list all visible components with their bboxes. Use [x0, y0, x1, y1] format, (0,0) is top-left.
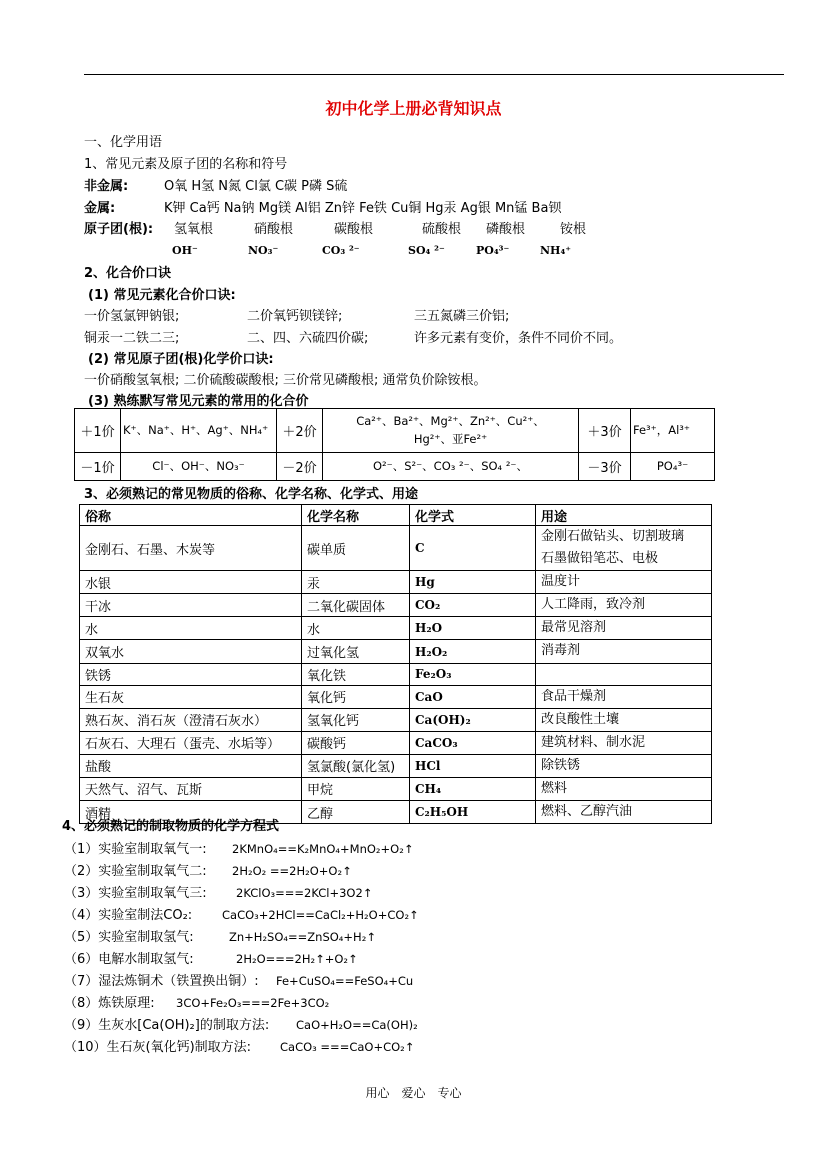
radical-formula: OH⁻: [172, 244, 198, 257]
radical-name: 氢氧根: [174, 222, 214, 237]
chemical-equation: 2H₂O===2H₂↑+O₂↑: [236, 952, 358, 966]
table-row: [80, 526, 712, 571]
cell-chemical-name: 水: [302, 617, 410, 640]
cell-chemical-name: 乙醇: [302, 801, 410, 824]
chemical-equation: Fe+CuSO₄==FeSO₄+Cu: [276, 974, 414, 988]
chemical-equation: 2KClO₃===2KCl+3O2↑: [236, 886, 373, 900]
cell-use: [536, 617, 712, 640]
column-header: 化学式: [410, 505, 536, 526]
table-row: [75, 409, 715, 453]
equation-label: （9）生灰水[Ca(OH)₂]的制取方法:: [64, 1018, 270, 1033]
table-row: [80, 663, 712, 685]
rhyme-item: 许多元素有变价，条件不同价不同。: [414, 331, 623, 346]
radical-name: 磷酸根: [486, 222, 526, 237]
valence-ions: PO₄³⁻: [631, 453, 715, 481]
chemical-equation: CaCO₃ ===CaO+CO₂↑: [280, 1040, 415, 1054]
cell-common-name: 水: [80, 617, 302, 640]
valence-ions: Hg²⁺、亚Fe²⁺: [413, 431, 488, 446]
valence-ions: Cl⁻、OH⁻、NO₃⁻: [121, 453, 277, 481]
radical-name: 铵根: [560, 222, 587, 237]
valence-ions: Ca²⁺、Ba²⁺、Mg²⁺、Zn²⁺、Cu²⁺、: [356, 414, 545, 429]
section4-heading: 4、必须熟记的制取物质的化学方程式: [62, 819, 280, 834]
table-row: [80, 731, 712, 754]
cell-formula: C₂H₅OH: [410, 801, 536, 824]
column-header: 用途: [536, 505, 712, 526]
column-header: 俗称: [80, 505, 302, 526]
section2-sub3: (3) 熟练默写常见元素的常用的化合价: [88, 394, 309, 409]
cell-use: [536, 640, 712, 663]
chemical-equation: Zn+H₂SO₄==ZnSO₄+H₂↑: [229, 930, 376, 944]
table-header-row: [80, 505, 712, 526]
cell-formula: CO₂: [410, 594, 536, 617]
nonmetal-text: O氧 H氢 N氮 Cl氯 C碳 P磷 S硫: [164, 179, 348, 194]
cell-common-name: 水银: [80, 571, 302, 594]
use-line: 石墨做铅笔芯、电极: [541, 551, 659, 567]
metal-label: 金属:: [84, 201, 116, 216]
valence-ions: K⁺、Na⁺、H⁺、Ag⁺、NH₄⁺: [121, 409, 277, 453]
table-row: [80, 571, 712, 594]
radical-formula: NH₄⁺: [540, 244, 572, 257]
table-row: [80, 777, 712, 800]
section1-sub1: 1、常见元素及原子团的名称和符号: [84, 157, 288, 172]
cell-common-name: 石灰石、大理石（蛋壳、水垢等）: [80, 731, 302, 754]
cell-common-name: 熟石灰、消石灰（澄清石灰水）: [80, 708, 302, 731]
cell-use: [536, 708, 712, 731]
metal-text: K钾 Ca钙 Na钠 Mg镁 Al铝 Zn锌 Fe铁 Cu铜 Hg汞 Ag银 Mn锰 Ba钡: [164, 201, 562, 216]
section3-heading: 3、必须熟记的常见物质的俗称、化学名称、化学式、用途: [84, 487, 419, 502]
valence-label: ＋3价: [579, 409, 631, 453]
cell-formula: CH₄: [410, 777, 536, 800]
header-rule: [84, 74, 784, 75]
nonmetal-label: 非金属:: [84, 179, 129, 194]
table-row: [80, 685, 712, 708]
radical-rhyme: 一价硝酸氢氧根; 二价硫酸碳酸根; 三价常见磷酸根; 通常负价除铵根。: [84, 373, 487, 388]
use-line: 燃料: [541, 780, 568, 796]
valence-ions-cell: [323, 409, 579, 453]
cell-chemical-name: 二氧化碳固体: [302, 594, 410, 617]
rhyme-item: 二价氧钙钡镁锌;: [247, 309, 343, 324]
table-row: [80, 594, 712, 617]
cell-common-name: 铁锈: [80, 663, 302, 685]
use-line: 人工降雨，致冷剂: [541, 597, 646, 613]
cell-common-name: 双氧水: [80, 640, 302, 663]
rhyme-item: 二、四、六硫四价碳;: [247, 331, 369, 346]
cell-use: [536, 801, 712, 824]
equation-label: （1）实验室制取氧气一:: [64, 842, 207, 857]
chemical-equation: 3CO+Fe₂O₃===2Fe+3CO₂: [176, 996, 330, 1010]
use-line: 食品干燥剂: [541, 688, 607, 704]
section2-sub1: (1) 常见元素化合价口诀:: [88, 288, 236, 303]
rhyme-item: 铜汞一二铁二三;: [84, 331, 180, 346]
cell-chemical-name: 氧化铁: [302, 663, 410, 685]
cell-chemical-name: 氧化钙: [302, 685, 410, 708]
cell-formula: CaO: [410, 685, 536, 708]
use-line: 金刚石做钻头、切割玻璃: [541, 529, 685, 544]
cell-use: [536, 526, 712, 571]
cell-formula: CaCO₃: [410, 731, 536, 754]
section2-sub2: (2) 常见原子团(根)化学价口诀:: [88, 352, 274, 367]
equation-label: （8）炼铁原理:: [64, 996, 155, 1011]
cell-common-name: 生石灰: [80, 685, 302, 708]
cell-common-name: 酒精: [80, 801, 302, 824]
cell-formula: Ca(OH)₂: [410, 708, 536, 731]
equation-label: （2）实验室制取氧气二:: [64, 864, 207, 879]
equation-label: （5）实验室制取氢气:: [64, 930, 194, 945]
column-header: 化学名称: [302, 505, 410, 526]
use-line: 除铁锈: [541, 757, 581, 773]
cell-use: [536, 754, 712, 777]
use-line: 温度计: [541, 574, 581, 590]
valence-label: ＋2价: [277, 409, 323, 453]
table-row: [80, 708, 712, 731]
cell-formula: Fe₂O₃: [410, 663, 536, 685]
cell-use: [536, 594, 712, 617]
use-line: 燃料、乙醇汽油: [541, 804, 633, 820]
use-line: 改良酸性土壤: [541, 711, 620, 727]
cell-use: [536, 685, 712, 708]
footer: 用心 爱心 专心: [365, 1086, 462, 1100]
table-row: [80, 640, 712, 663]
cell-formula: C: [410, 526, 536, 571]
equation-label: （6）电解水制取氢气:: [64, 952, 194, 967]
cell-chemical-name: 汞: [302, 571, 410, 594]
cell-formula: H₂O₂: [410, 640, 536, 663]
chemical-equation: 2H₂O₂ ==2H₂O+O₂↑: [232, 864, 352, 878]
equation-label: （7）湿法炼铜术（铁置换出铜）:: [64, 974, 259, 989]
cell-formula: H₂O: [410, 617, 536, 640]
radical-formula: PO₄³⁻: [476, 244, 510, 257]
equation-label: （10）生石灰(氧化钙)制取方法:: [64, 1040, 252, 1055]
chemical-equation: CaO+H₂O==Ca(OH)₂: [296, 1018, 418, 1032]
equation-label: （4）实验室制法CO₂:: [64, 908, 193, 923]
radical-name: 硝酸根: [254, 222, 294, 237]
cell-common-name: 天然气、沼气、瓦斯: [80, 777, 302, 800]
rhyme-item: 三五氮磷三价铝;: [414, 309, 510, 324]
cell-use: [536, 731, 712, 754]
use-line: 建筑材料、制水泥: [541, 734, 646, 750]
valence-table: [74, 408, 715, 481]
valence-ions: Fe³⁺，Al³⁺: [631, 409, 715, 453]
cell-common-name: 干冰: [80, 594, 302, 617]
valence-label: ＋1价: [75, 409, 121, 453]
page-title: 初中化学上册必背知识点: [325, 99, 502, 118]
cell-chemical-name: 甲烷: [302, 777, 410, 800]
cell-chemical-name: 氢氧化钙: [302, 708, 410, 731]
use-line: 消毒剂: [541, 643, 581, 659]
valence-label: －2价: [277, 453, 323, 481]
valence-label: －3价: [579, 453, 631, 481]
cell-common-name: 金刚石、石墨、木炭等: [80, 526, 302, 571]
chemical-equation: CaCO₃+2HCl==CaCl₂+H₂O+CO₂↑: [222, 908, 419, 922]
cell-chemical-name: 过氧化氢: [302, 640, 410, 663]
radical-label: 原子团(根):: [84, 222, 154, 237]
cell-use: [536, 777, 712, 800]
radical-name: 碳酸根: [334, 222, 374, 237]
cell-chemical-name: 碳酸钙: [302, 731, 410, 754]
valence-label: －1价: [75, 453, 121, 481]
rhyme-item: 一价氢氯钾钠银;: [84, 309, 180, 324]
valence-ions: O²⁻、S²⁻、CO₃ ²⁻、SO₄ ²⁻、: [323, 453, 579, 481]
table-row: [80, 754, 712, 777]
cell-formula: HCl: [410, 754, 536, 777]
cell-chemical-name: 碳单质: [302, 526, 410, 571]
cell-formula: Hg: [410, 571, 536, 594]
use-line: 最常见溶剂: [541, 620, 607, 636]
radical-name: 硫酸根: [422, 222, 462, 237]
table-row: [75, 453, 715, 481]
radical-formula: CO₃ ²⁻: [322, 244, 360, 257]
section2-heading: 2、化合价口诀: [84, 266, 172, 281]
radical-formula: NO₃⁻: [248, 244, 279, 257]
cell-use: [536, 571, 712, 594]
table-row: [80, 617, 712, 640]
cell-common-name: 盐酸: [80, 754, 302, 777]
chemical-equation: 2KMnO₄==K₂MnO₄+MnO₂+O₂↑: [232, 842, 414, 856]
radical-formula: SO₄ ²⁻: [408, 244, 445, 257]
substance-table: [79, 504, 712, 824]
section1-heading: 一、化学用语: [84, 135, 163, 150]
cell-chemical-name: 氢氯酸(氯化氢): [302, 754, 410, 777]
cell-use: [536, 663, 712, 685]
equation-label: （3）实验室制取氧气三:: [64, 886, 207, 901]
